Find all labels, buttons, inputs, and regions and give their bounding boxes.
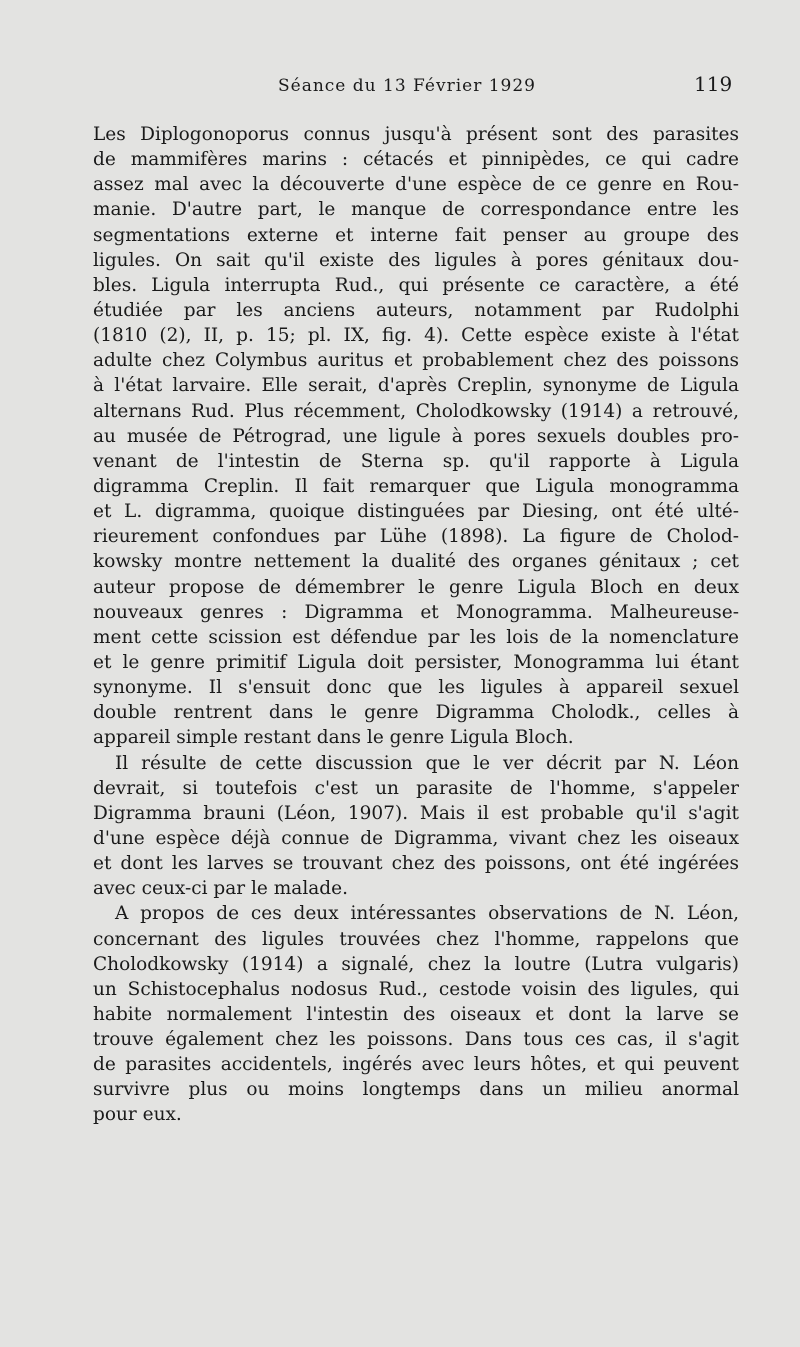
text-line: pour eux. [93,1104,182,1126]
text-line: (1810 (2), II, p. 15; pl. IX, fig. 4). Cette espèce existe à l'état [93,325,739,347]
text-line: d'une espèce déjà connue de Digramma, vivant chez les oiseaux [93,827,739,849]
text-line: Les Diplogonoporus connus jusqu'à présent sont des parasites [93,124,739,145]
text-line: synonyme. Il s'ensuit donc que les ligules à appareil sexuel [93,677,739,699]
text-line: habite normalement l'intestin des oiseaux et dont la larve se [93,1003,739,1025]
running-title: Séance du 13 Février 1929 [278,76,536,96]
text-line: manie. D'autre part, le manque de correspondance entre les [93,199,739,221]
text-line: ment cette scission est défendue par les lois de la nomenclature [93,626,739,648]
text-line: digramma Creplin. Il fait remarquer que Ligula monogramma [93,475,739,497]
body-text [93,122,739,1128]
text-line: adulte chez Colymbus auritus et probablement chez des poissons [93,350,739,372]
text-line: trouve également chez les poissons. Dans tous ces cas, il s'agit [93,1029,739,1051]
text-line: et dont les larves se trouvant chez des poissons, ont été ingérées [93,853,739,875]
page-number: 119 [694,72,733,96]
text-line: Cholodkowsky (1914) a signalé, chez la loutre (Lutra vulgaris) [93,953,739,975]
text-line: A propos de ces deux intéressantes observations de N. Léon, [115,903,739,925]
text-line: kowsky montre nettement la dualité des organes génitaux ; cet [93,551,739,573]
text-line: concernant des ligules trouvées chez l'homme, rappelons que [93,928,739,950]
page-header [0,70,800,110]
text-line: de mammifères marins : cétacés et pinnipèdes, ce qui cadre [93,149,739,171]
text-line: auteur propose de démembrer le genre Ligula Bloch en deux [93,576,739,598]
text-line: survivre plus ou moins longtemps dans un milieu anormal [93,1079,739,1101]
text-line: nouveaux genres : Digramma et Monogramma. Malheureuse- [93,601,739,623]
text-line: devrait, si toutefois c'est un parasite de l'homme, s'appeler [93,777,739,799]
text-line: étudiée par les anciens auteurs, notamment par Rudolphi [93,299,739,321]
text-line: et le genre primitif Ligula doit persister, Monogramma lui étant [93,651,739,673]
text-line: Digramma brauni (Léon, 1907). Mais il est probable qu'il s'agit [93,802,739,824]
text-line: bles. Ligula interrupta Rud., qui présente ce caractère, a été [93,274,739,296]
text-line: appareil simple restant dans le genre Ligula Bloch. [93,727,574,749]
text-line: segmentations externe et interne fait penser au groupe des [93,224,739,246]
text-line: assez mal avec la découverte d'une espèce de ce genre en Rou- [93,174,739,196]
text-line: un Schistocephalus nodosus Rud., cestode voisin des ligules, qui [93,978,739,1000]
text-line: venant de l'intestin de Sterna sp. qu'il rapporte à Ligula [93,450,739,472]
text-line: ligules. On sait qu'il existe des ligules à pores génitaux dou- [93,249,739,271]
text-line: rieurement confondues par Lühe (1898). La figure de Cholod- [93,526,739,548]
text-line: de parasites accidentels, ingérés avec leurs hôtes, et qui peuvent [93,1054,739,1076]
text-line: double rentrent dans le genre Digramma Cholodk., celles à [93,702,739,724]
text-line: avec ceux-ci par le malade. [93,878,348,900]
text-line: au musée de Pétrograd, une ligule à pores sexuels doubles pro- [93,425,739,447]
text-line: et L. digramma, quoique distinguées par Diesing, ont été ulté- [93,501,739,523]
text-line: Il résulte de cette discussion que le ver décrit par N. Léon [115,752,739,774]
text-line: à l'état larvaire. Elle serait, d'après Creplin, synonyme de Ligula [93,375,739,397]
text-line: alternans Rud. Plus récemment, Cholodkowsky (1914) a retrouvé, [93,400,739,422]
